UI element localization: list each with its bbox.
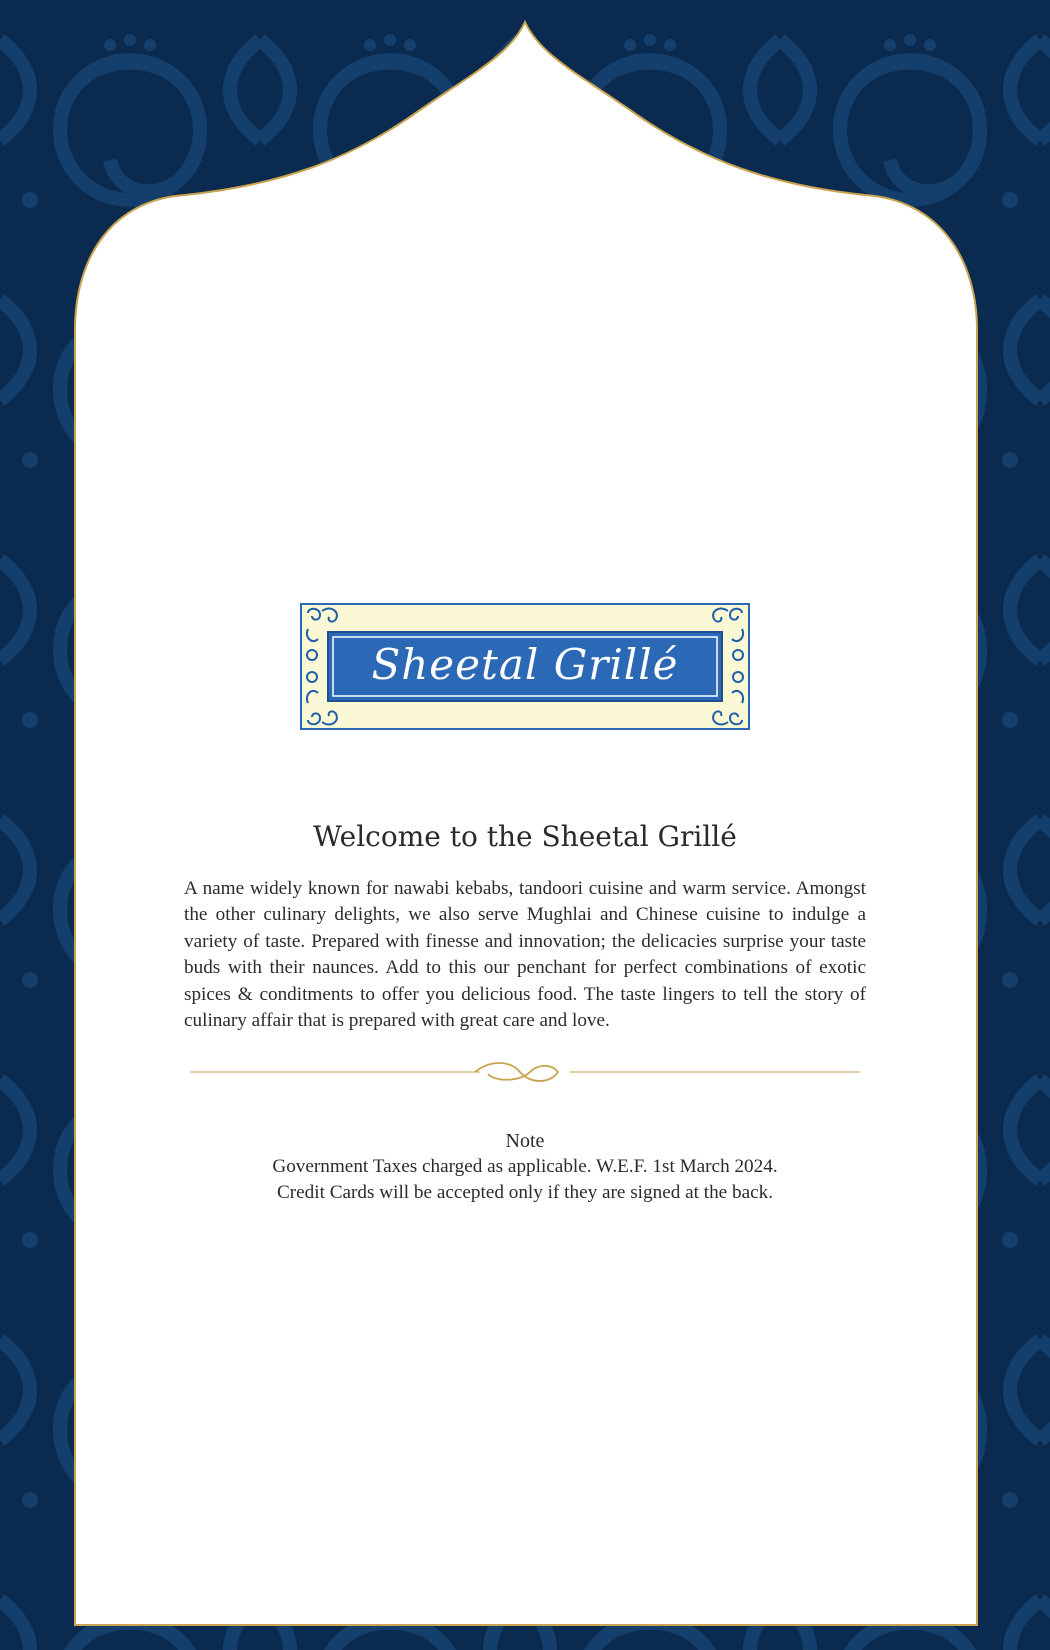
welcome-title: Welcome to the Sheetal Grillé xyxy=(313,820,737,853)
logo-text: Sheetal Grillé xyxy=(371,640,679,689)
note-heading: Note xyxy=(505,1130,545,1152)
flourish-divider-icon xyxy=(190,1058,860,1086)
note-section xyxy=(150,1128,900,1206)
restaurant-logo xyxy=(300,603,750,730)
note-line-taxes: Government Taxes charged as applicable. W.E.F. 1st March 2024. xyxy=(272,1156,778,1177)
note-line-credit-cards: Credit Cards will be accepted only if they are signed at the back. xyxy=(276,1182,774,1203)
welcome-paragraph: A name widely known for nawabi kebabs, tandoori cuisine and warm service. Amongst the other culinary delights, we also serve Mughlai and Chinese cuisine to indulge a variety of taste. Prepared with finesse and innovation; the delicacies surprise your taste buds with their naunces. Add to this our penchant for perfect combinations of exotic spices & conditments to offer you delicious food. The taste lingers to tell the story of culinary affair that is prepared with great care and love. xyxy=(184,878,866,1032)
